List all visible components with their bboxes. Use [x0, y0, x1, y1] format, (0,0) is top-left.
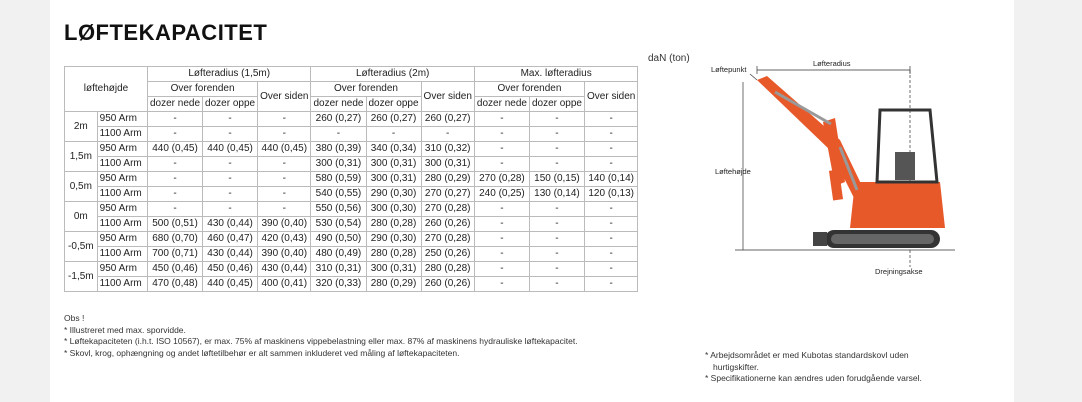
capacity-cell: 500 (0,51): [148, 217, 203, 232]
capacity-cell: -: [474, 217, 529, 232]
dozer-nede-header: dozer nede: [474, 97, 529, 112]
capacity-cell: 490 (0,50): [311, 232, 366, 247]
capacity-cell: 120 (0,13): [585, 187, 638, 202]
capacity-cell: -: [203, 112, 258, 127]
dozer-oppe-header: dozer oppe: [529, 97, 584, 112]
capacity-cell: 580 (0,59): [311, 172, 366, 187]
capacity-cell: -: [585, 277, 638, 292]
loftepunkt-label: Løftepunkt: [711, 65, 747, 74]
table-row: [65, 127, 638, 142]
capacity-cell: -: [203, 127, 258, 142]
note-line: hurtigskifter.: [713, 361, 759, 372]
arm-label: 1100 Arm: [97, 247, 147, 262]
capacity-cell: -: [529, 142, 584, 157]
capacity-cell: 280 (0,29): [421, 172, 474, 187]
page-title: LØFTEKAPACITET: [64, 20, 268, 45]
over-siden-header: Over siden: [421, 82, 474, 112]
capacity-cell: 460 (0,47): [203, 232, 258, 247]
capacity-cell: 260 (0,26): [421, 217, 474, 232]
capacity-cell: 450 (0,46): [148, 262, 203, 277]
dozer-oppe-header: dozer oppe: [366, 97, 421, 112]
arm-label: 950 Arm: [97, 262, 147, 277]
height-label: 0,5m: [65, 172, 98, 202]
capacity-cell: 150 (0,15): [529, 172, 584, 187]
machine-body: [850, 182, 945, 228]
note-line: * Illustreret med max. sporvidde.: [64, 324, 186, 335]
dozer-nede-header: dozer nede: [148, 97, 203, 112]
height-label: 0m: [65, 202, 98, 232]
capacity-cell: -: [529, 232, 584, 247]
capacity-cell: -: [258, 172, 311, 187]
capacity-cell: 430 (0,44): [203, 217, 258, 232]
arm-label: 950 Arm: [97, 202, 147, 217]
capacity-cell: -: [529, 262, 584, 277]
capacity-cell: 240 (0,25): [474, 187, 529, 202]
capacity-cell: -: [311, 127, 366, 142]
capacity-cell: 300 (0,31): [366, 157, 421, 172]
capacity-cell: -: [474, 232, 529, 247]
capacity-cell: 260 (0,26): [421, 277, 474, 292]
capacity-cell: 540 (0,55): [311, 187, 366, 202]
over-siden-header: Over siden: [585, 82, 638, 112]
capacity-cell: 300 (0,31): [366, 172, 421, 187]
capacity-cell: 300 (0,31): [366, 262, 421, 277]
arm-label: 1100 Arm: [97, 157, 147, 172]
boom: [757, 76, 865, 200]
arm-label: 950 Arm: [97, 232, 147, 247]
capacity-cell: 250 (0,26): [421, 247, 474, 262]
capacity-cell: -: [203, 202, 258, 217]
note-line: * Arbejdsområdet er med Kubotas standardskovl uden: [705, 350, 909, 360]
capacity-cell: 470 (0,48): [148, 277, 203, 292]
capacity-cell: -: [148, 172, 203, 187]
height-label: -1,5m: [65, 262, 98, 292]
capacity-cell: 280 (0,29): [366, 277, 421, 292]
capacity-cell: 430 (0,44): [203, 247, 258, 262]
arm-label: 1100 Arm: [97, 187, 147, 202]
capacity-cell: -: [148, 202, 203, 217]
capacity-cell: 320 (0,33): [311, 277, 366, 292]
capacity-cell: 440 (0,45): [148, 142, 203, 157]
page: [50, 0, 1014, 402]
capacity-cell: -: [474, 247, 529, 262]
capacity-cell: 550 (0,56): [311, 202, 366, 217]
capacity-cell: 400 (0,41): [258, 277, 311, 292]
capacity-cell: 300 (0,31): [421, 157, 474, 172]
arm-label: 950 Arm: [97, 142, 147, 157]
capacity-cell: -: [585, 127, 638, 142]
group-header: Løfteradius (2m): [311, 67, 474, 82]
capacity-cell: 390 (0,40): [258, 217, 311, 232]
capacity-cell: 290 (0,30): [366, 232, 421, 247]
capacity-cell: 300 (0,31): [311, 157, 366, 172]
capacity-cell: -: [585, 217, 638, 232]
notes-right: [705, 350, 922, 385]
capacity-cell: -: [203, 187, 258, 202]
drejningsakse-label: Drejningsakse: [875, 267, 923, 276]
over-forenden-header: Over forenden: [474, 82, 584, 97]
capacity-cell: 310 (0,31): [311, 262, 366, 277]
capacity-cell: -: [474, 112, 529, 127]
capacity-cell: 440 (0,45): [258, 142, 311, 157]
note-line: * Løftekapaciteten (i.h.t. ISO 10567), er max. 75% af maskinens vippebelastning eller max. 87% af maskinens hydrauliske løftekapacitet.: [64, 336, 578, 346]
table-row: [65, 277, 638, 292]
capacity-cell: 340 (0,34): [366, 142, 421, 157]
capacity-cell: -: [585, 232, 638, 247]
capacity-cell: -: [421, 127, 474, 142]
capacity-cell: 270 (0,27): [421, 187, 474, 202]
capacity-cell: 530 (0,54): [311, 217, 366, 232]
capacity-cell: 390 (0,40): [258, 247, 311, 262]
table-row: [65, 262, 638, 277]
capacity-cell: -: [474, 202, 529, 217]
capacity-cell: -: [148, 127, 203, 142]
capacity-cell: -: [529, 112, 584, 127]
arm-label: 950 Arm: [97, 172, 147, 187]
capacity-cell: 280 (0,28): [366, 247, 421, 262]
capacity-cell: -: [148, 157, 203, 172]
capacity-cell: -: [258, 187, 311, 202]
height-label: 2m: [65, 112, 98, 142]
note-line: * Skovl, krog, ophængning og andet løftetilbehør er alt sammen inkluderet ved måling af løftekapaciteten.: [64, 347, 460, 358]
capacity-cell: 270 (0,28): [421, 202, 474, 217]
capacity-cell: -: [258, 157, 311, 172]
capacity-cell: 270 (0,28): [421, 232, 474, 247]
group-header: Løfteradius (1,5m): [148, 67, 311, 82]
capacity-cell: -: [258, 112, 311, 127]
capacity-cell: -: [203, 157, 258, 172]
note-line: Obs !: [64, 313, 85, 323]
loftehojde-label: Løftehøjde: [715, 167, 751, 176]
capacity-cell: -: [474, 142, 529, 157]
capacity-cell: -: [529, 127, 584, 142]
table-row: [65, 202, 638, 217]
unit-label: daN (ton): [648, 53, 690, 64]
capacity-cell: -: [529, 277, 584, 292]
capacity-cell: 280 (0,28): [366, 217, 421, 232]
table-row: [65, 142, 638, 157]
capacity-cell: -: [585, 112, 638, 127]
over-siden-header: Over siden: [258, 82, 311, 112]
capacity-cell: -: [585, 262, 638, 277]
height-label: -0,5m: [65, 232, 98, 262]
capacity-cell: 260 (0,27): [311, 112, 366, 127]
capacity-cell: 130 (0,14): [529, 187, 584, 202]
table-row: [65, 217, 638, 232]
capacity-cell: -: [585, 142, 638, 157]
table-row: [65, 157, 638, 172]
table-row: [65, 172, 638, 187]
lifting-capacity-table: [64, 66, 638, 292]
capacity-cell: 680 (0,70): [148, 232, 203, 247]
capacity-cell: 260 (0,27): [366, 112, 421, 127]
arm-label: 1100 Arm: [97, 277, 147, 292]
arm-label: 1100 Arm: [97, 217, 147, 232]
group-header: Max. løfteradius: [474, 67, 637, 82]
capacity-cell: -: [366, 127, 421, 142]
capacity-cell: -: [474, 127, 529, 142]
capacity-cell: 140 (0,14): [585, 172, 638, 187]
excavator-diagram: [705, 52, 965, 282]
capacity-cell: 290 (0,30): [366, 187, 421, 202]
notes: [64, 313, 578, 359]
capacity-cell: -: [529, 202, 584, 217]
capacity-cell: 270 (0,28): [474, 172, 529, 187]
height-label: 1,5m: [65, 142, 98, 172]
over-forenden-header: Over forenden: [311, 82, 421, 97]
capacity-cell: 260 (0,27): [421, 112, 474, 127]
capacity-cell: -: [529, 247, 584, 262]
table-row: [65, 112, 638, 127]
capacity-cell: 430 (0,44): [258, 262, 311, 277]
capacity-cell: -: [474, 262, 529, 277]
table-row: [65, 247, 638, 262]
capacity-cell: 280 (0,28): [421, 262, 474, 277]
capacity-cell: 420 (0,43): [258, 232, 311, 247]
capacity-cell: 480 (0,49): [311, 247, 366, 262]
table-row: [65, 187, 638, 202]
lofteradius-label: Løfteradius: [813, 59, 851, 68]
capacity-cell: 380 (0,39): [311, 142, 366, 157]
capacity-cell: -: [474, 277, 529, 292]
table-row: [65, 232, 638, 247]
capacity-cell: 300 (0,30): [366, 202, 421, 217]
dozer-blade: [813, 232, 827, 246]
capacity-cell: 450 (0,46): [203, 262, 258, 277]
capacity-cell: 310 (0,32): [421, 142, 474, 157]
capacity-cell: 440 (0,45): [203, 277, 258, 292]
over-forenden-header: Over forenden: [148, 82, 258, 97]
capacity-cell: -: [148, 187, 203, 202]
dozer-nede-header: dozer nede: [311, 97, 366, 112]
capacity-cell: 700 (0,71): [148, 247, 203, 262]
capacity-cell: -: [148, 112, 203, 127]
dozer-oppe-header: dozer oppe: [203, 97, 258, 112]
capacity-cell: -: [529, 217, 584, 232]
capacity-cell: -: [585, 247, 638, 262]
capacity-cell: -: [529, 157, 584, 172]
capacity-cell: 440 (0,45): [203, 142, 258, 157]
note-line: * Specifikationerne kan ændres uden forudgående varsel.: [705, 373, 922, 383]
row-header: løftehøjde: [65, 67, 148, 112]
capacity-cell: -: [585, 157, 638, 172]
capacity-cell: -: [585, 202, 638, 217]
capacity-cell: -: [258, 127, 311, 142]
arm-label: 1100 Arm: [97, 127, 147, 142]
arm-label: 950 Arm: [97, 112, 147, 127]
capacity-cell: -: [203, 172, 258, 187]
capacity-cell: -: [474, 157, 529, 172]
capacity-cell: -: [258, 202, 311, 217]
